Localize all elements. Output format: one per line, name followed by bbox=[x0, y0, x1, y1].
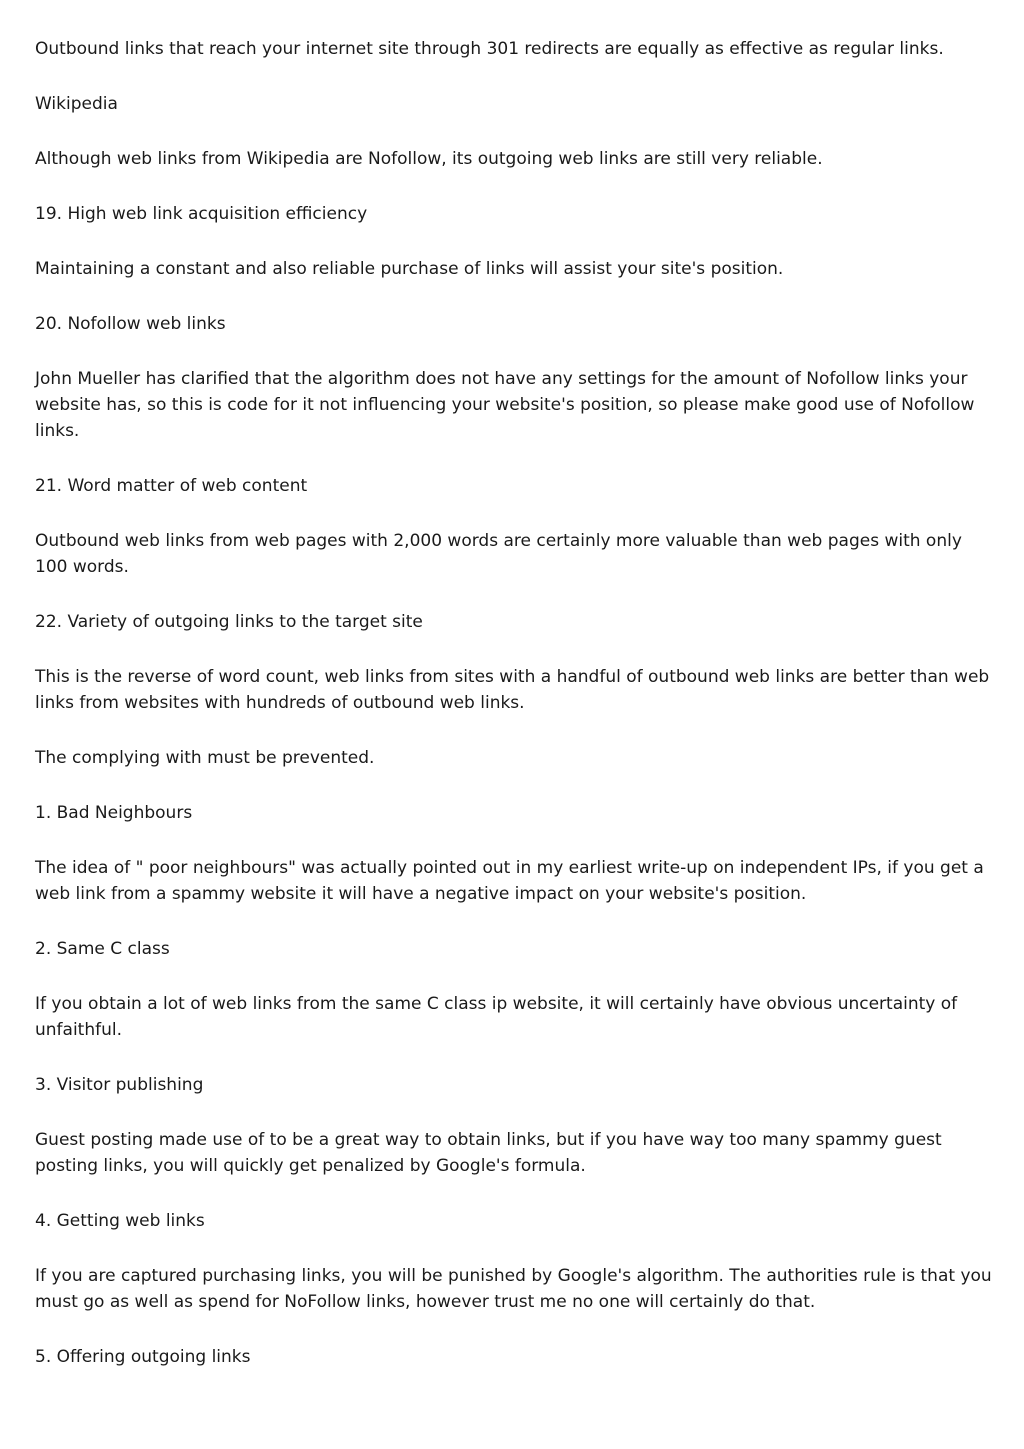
heading-21-word-count: 21. Word matter of web content bbox=[35, 476, 308, 496]
paragraph-4-getting-links: If you are captured purchasing links, you will be punished by Google's algorithm. The authorities rule is that you must go as well as spend for NoFollow links, however trust me no one will certainly do that. bbox=[35, 1266, 992, 1312]
paragraph-301-redirects: Outbound links that reach your internet site through 301 redirects are equally as effective as regular links. bbox=[35, 39, 944, 59]
heading-20-nofollow: 20. Nofollow web links bbox=[35, 314, 226, 334]
heading-22-outgoing-variety: 22. Variety of outgoing links to the target site bbox=[35, 612, 423, 632]
heading-wikipedia: Wikipedia bbox=[35, 94, 118, 114]
heading-5-offering-outgoing: 5. Offering outgoing links bbox=[35, 1347, 251, 1367]
paragraph-22-outgoing-variety: This is the reverse of word count, web links from sites with a handful of outbound web links are better than web links from websites with hundreds of outbound web links. bbox=[35, 667, 990, 713]
heading-4-getting-links: 4. Getting web links bbox=[35, 1211, 205, 1231]
paragraph-avoid-intro: The complying with must be prevented. bbox=[35, 748, 375, 768]
paragraph-wikipedia: Although web links from Wikipedia are Nofollow, its outgoing web links are still very reliable. bbox=[35, 149, 823, 169]
paragraph-3-visitor-publishing: Guest posting made use of to be a great way to obtain links, but if you have way too many spammy guest posting links, you will quickly get penalized by Google's formula. bbox=[35, 1130, 942, 1176]
paragraph-20-nofollow: John Mueller has clarified that the algorithm does not have any settings for the amount of Nofollow links your website has, so this is code for it not influencing your website's position, so please make good use of Nofollow links. bbox=[35, 369, 975, 441]
document-body bbox=[35, 36, 995, 1399]
paragraph-19-link-acquisition: Maintaining a constant and also reliable purchase of links will assist your site's position. bbox=[35, 259, 784, 279]
heading-1-bad-neighbours: 1. Bad Neighbours bbox=[35, 803, 193, 823]
heading-3-visitor-publishing: 3. Visitor publishing bbox=[35, 1075, 204, 1095]
heading-19-link-acquisition: 19. High web link acquisition efficiency bbox=[35, 204, 368, 224]
heading-2-same-c-class: 2. Same C class bbox=[35, 939, 170, 959]
paragraph-1-bad-neighbours: The idea of " poor neighbours" was actually pointed out in my earliest write-up on independent IPs, if you get a web link from a spammy website it will have a negative impact on your website's position. bbox=[35, 858, 984, 904]
paragraph-21-word-count: Outbound web links from web pages with 2,000 words are certainly more valuable than web pages with only 100 words. bbox=[35, 531, 962, 577]
paragraph-2-same-c-class: If you obtain a lot of web links from the same C class ip website, it will certainly have obvious uncertainty of unfaithful. bbox=[35, 994, 958, 1040]
